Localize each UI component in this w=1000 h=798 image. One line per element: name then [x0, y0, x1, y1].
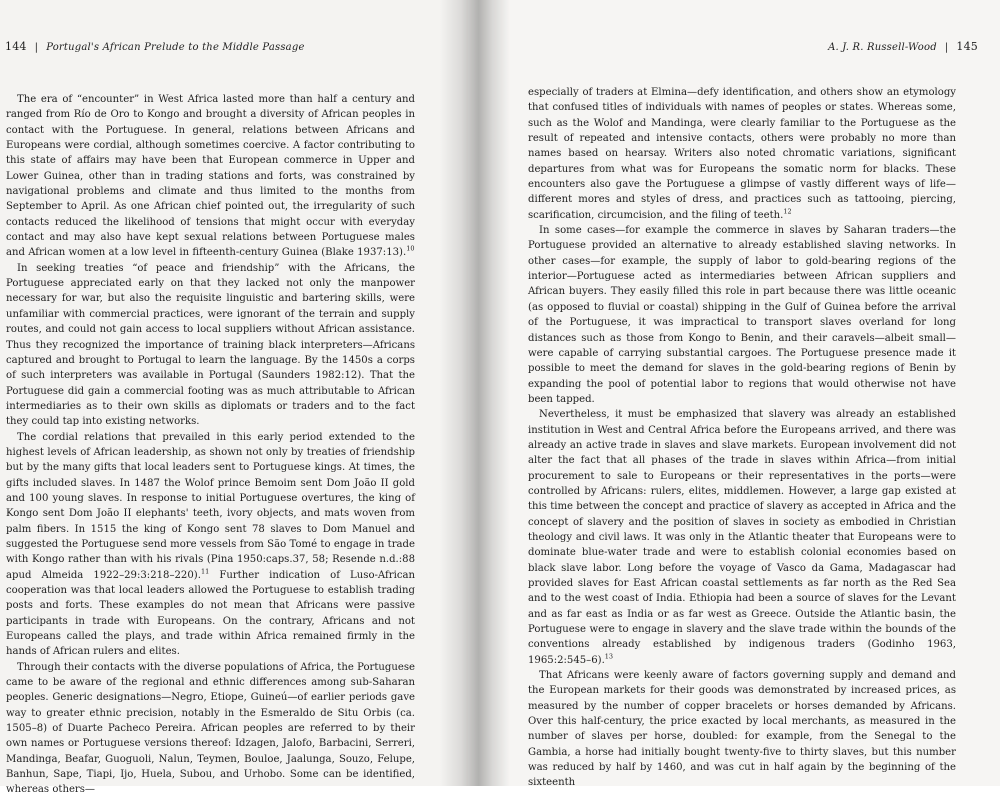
author-name: A. J. R. Russell-Wood — [828, 42, 937, 53]
paragraph: The era of “encounter” in West Africa lasted more than half a century and ranged from Río de Oro to Kongo and brought a diversity of African peoples in contact with the Portuguese. In general, relations between Africans and Europeans were cordial, although sometimes coercive. A factor contributing to this state of affairs may have been that European commerce in Upper and Lower Guinea, other than in trading stations and forts, was constrained by navigational problems and climate and thus limited to the months from September to April. As one African chief pointed out, the irregularity of such contacts reduced the likelihood of tensions that might occur with everyday contact and may also have kept sexual relations between Portuguese males and African women at a low level in fifteenth-century Guinea (Blake 1937:13).$^{10}$ — [6, 94, 415, 259]
left-body-text — [6, 92, 415, 798]
footnote-ref: 12 — [783, 207, 792, 216]
footnote-ref: 13 — [604, 652, 614, 661]
footnote-ref: 10 — [406, 245, 415, 254]
right-running-head — [828, 40, 978, 53]
right-page — [468, 0, 1000, 789]
left-page-number: 144 — [5, 40, 27, 53]
paragraph: Through their contacts with the diverse populations of Africa, the Portuguese came to be aware of the regional and ethnic differences among sub-Saharan peoples. Generic designations—Negro, Etiope, Guineú—of earlier periods gave way to greater ethnic precision, notably in the Esmeraldo de Situ Orbis (ca. 1505–8) of Duarte Pacheco Pereira. African peoples are referred to by their own names or Portuguese versions thereof: Idzagen, Jalofo, Barbacini, Serreri, Mandinga, Beafar, Guoguoli, Nalun, Teymen, Bouloe, Jaalunga, Souzo, Felupe, Banhun, Sape, Tiapi, Ijo, Huela, Subou, and Urhobo. Some can be identified, whereas others— — [6, 661, 415, 796]
right-body-text — [528, 85, 956, 791]
paragraph: especially of traders at Elmina—defy identification, and others show an etymology that confused titles of individuals with names of peoples or states. Whereas some, such as the Wolof and Mandinga, were clearly familiar to the Portuguese as the result of repeated and intensive contacts, others were probably no more than names based on hearsay. Writers also noted chromatic variations, significant departures from what was for Europeans the somatic norm for blacks. These encounters also gave the Portuguese a glimpse of vastly different ways of life—different mores and styles of dress, and practices such as tattooing, piercing, scarification, circumcision, and the filing of teeth.$^{12}$ — [528, 87, 956, 221]
right-head-separator: | — [944, 42, 949, 53]
paragraph: Nevertheless, it must be emphasized that slavery was already an established institution in West and Central Africa before the Europeans arrived, and there was already an active trade in slaves and slave markets. European involvement did not alter the fact that all phases of the trade in slaves within Africa—from initial procurement to sale to Europeans or their representatives in the ports—were controlled by Africans: rulers, elites, middlemen. However, a large gap existed at this time between the concept and practice of slavery as accepted in Africa and the concept of slavery and the position of slaves in society as embodied in Christian theology and civil laws. It was only in the Atlantic theater that Europeans were to dominate blue-water trade and were to establish colonial economies based on black slave labor. Long before the voyage of Vasco da Gama, Madagascar had provided slaves for East African coastal settlements as far north as the Red Sea and to the west coast of India. Ethiopia had been a source of slaves for the Levant and as far east as India or as far west as Greece. Outside the Atlantic basin, the Portuguese were to engage in slavery and the slave trade within the bounds of the conventions already established by indigenous traders (Godinho 1963, 1965:2:545–6).$^{13}$ — [528, 409, 956, 666]
left-page — [0, 0, 468, 796]
right-page-number: 145 — [956, 40, 978, 53]
footnote-ref: 11 — [200, 567, 210, 576]
paragraph: The cordial relations that prevailed in this early period extended to the highest levels of African leadership, as shown not only by treaties of friendship but by the many gifts that local leaders sent to Portuguese kings. At times, the gifts included slaves. In 1487 the Wolof prince Bemoim sent Dom João II gold and 100 young slaves. In response to initial Portuguese overtures, the king of Kongo sent Dom João II elephants' teeth, ivory objects, and mats woven from palm fibers. In 1515 the king of Kongo sent 78 slaves to Dom Manuel and suggested the Portuguese send more vessels from São Tomé to engage in trade with Kongo rather than with his rivals (Pina 1950:caps.37, 58; Resende n.d.:88 apud Almeida 1922–29:3:218–220).$^{11}$ Further indication of Luso-African cooperation was that local leaders allowed the Portuguese to establish trading posts and forts. These examples do not mean that Africans were passive participants in trade with Europeans. On the contrary, Africans and not Europeans called the plays, and trade within Africa remained firmly in the hands of African rulers and elites. — [6, 431, 416, 658]
paragraph: In some cases—for example the commerce in slaves by Saharan traders—the Portuguese provided an alternative to already established slaving networks. In other cases—for example, the supply of labor to gold-bearing regions of the interior—Portuguese acted as intermediaries between African suppliers and African buyers. They easily filled this role in part because there was little oceanic (as opposed to fluvial or coastal) shipping in the Gulf of Guinea before the arrival of the Portuguese, it was impractical to transport slaves overland for long distances such as those from Kongo to Benin, and their caravels—albeit small—were capable of carrying substantial cargoes. The Portuguese presence made it possible to meet the demand for slaves in the gold-bearing regions of Benin by expanding the pool of potential labor to regions that would otherwise not have been tapped. — [528, 225, 956, 405]
paragraph: That Africans were keenly aware of factors governing supply and demand and the European markets for their goods was demonstrated by increased prices, as measured by the number of copper bracelets or horses demanded by Africans. Over this half-century, the price exacted by local merchants, as measured in the number of slaves per horse, doubled: for example, from the Senegal to the Gambia, a horse had initially bought twenty-five to thirty slaves, but this number was reduced by half by 1460, and was cut in half again by the beginning of the sixteenth — [528, 670, 956, 789]
running-title: Portugal's African Prelude to the Middle Passage — [46, 42, 305, 53]
left-running-head — [5, 40, 305, 53]
paragraph: In seeking treaties “of peace and friendship” with the Africans, the Portuguese appreciated early on that they lacked not only the manpower necessary for war, but also the requisite linguistic and bartering skills, were unfamiliar with commercial practices, were ignorant of the terrain and supply routes, and could not gain access to local suppliers without African assistance. Thus they recognized the importance of training black interpreters—Africans captured and brought to Portugal to learn the language. By the 1450s a corps of such interpreters was available in Portugal (Saunders 1982:12). That the Portuguese did gain a commercial footing was as much attributable to African intermediaries as to their own skills as diplomats or traders and to the fact they could tap into existing networks. — [6, 262, 415, 428]
left-head-separator: | — [34, 42, 39, 53]
